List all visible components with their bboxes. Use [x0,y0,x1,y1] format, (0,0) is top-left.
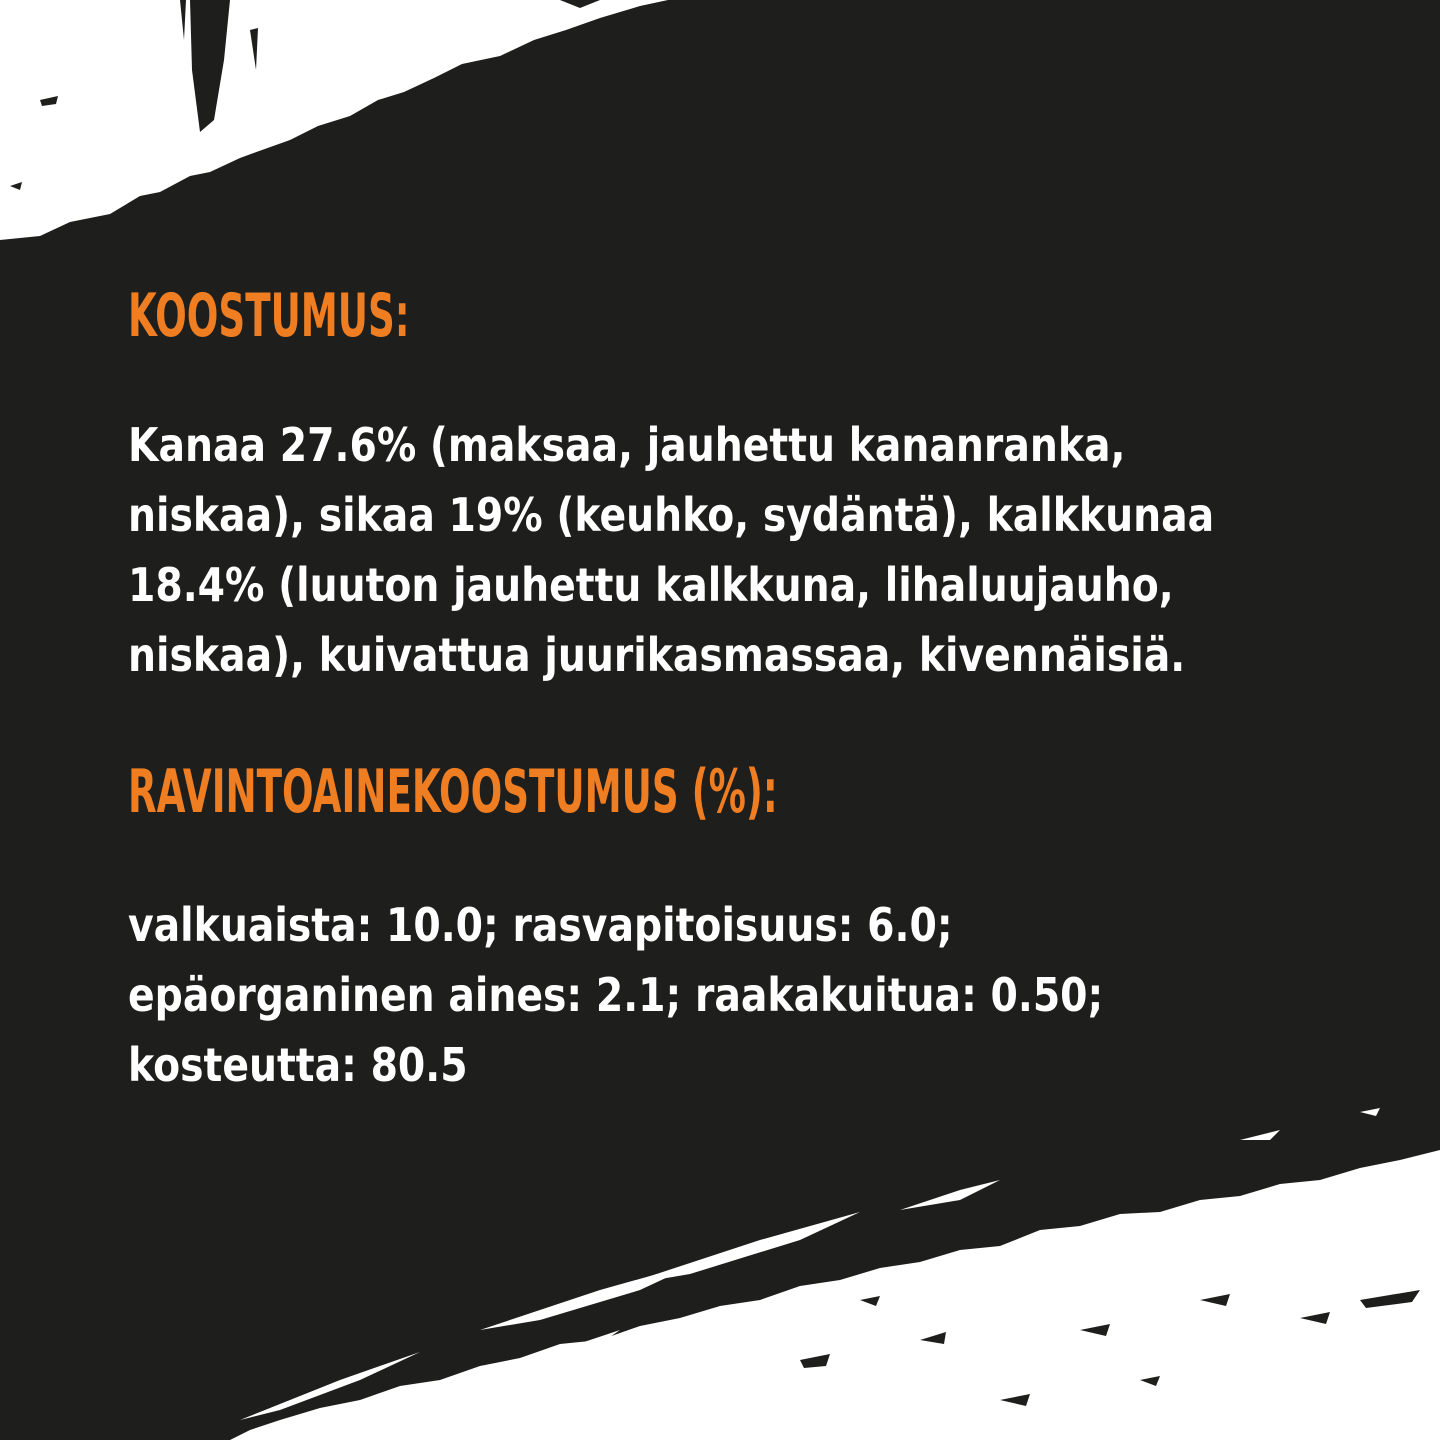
nutrients-text [128,890,1103,1100]
composition-heading: KOOSTUMUS: [128,281,410,351]
bottom-specks [800,1290,1420,1406]
composition-line: Kanaa 27.6% (maksaa, jauhettu kananranka, [128,418,1126,472]
composition-line: niskaa), sikaa 19% (keuhko, sydäntä), kalkkunaa [128,488,1215,542]
nutrients-line: kosteutta: 80.5 [128,1038,468,1092]
composition-text [128,410,1214,690]
composition-line: niskaa), kuivattua juurikasmassaa, kivennäisiä. [128,628,1186,682]
composition-line: 18.4% (luuton jauhettu kalkkuna, lihaluujauho, [128,558,1174,612]
nutrients-heading: RAVINTOAINEKOOSTUMUS (%): [128,757,778,827]
nutrients-line: epäorganinen aines: 2.1; raakakuitua: 0.50; [128,968,1104,1022]
nutrients-line: valkuaista: 10.0; rasvapitoisuus: 6.0; [128,898,953,952]
